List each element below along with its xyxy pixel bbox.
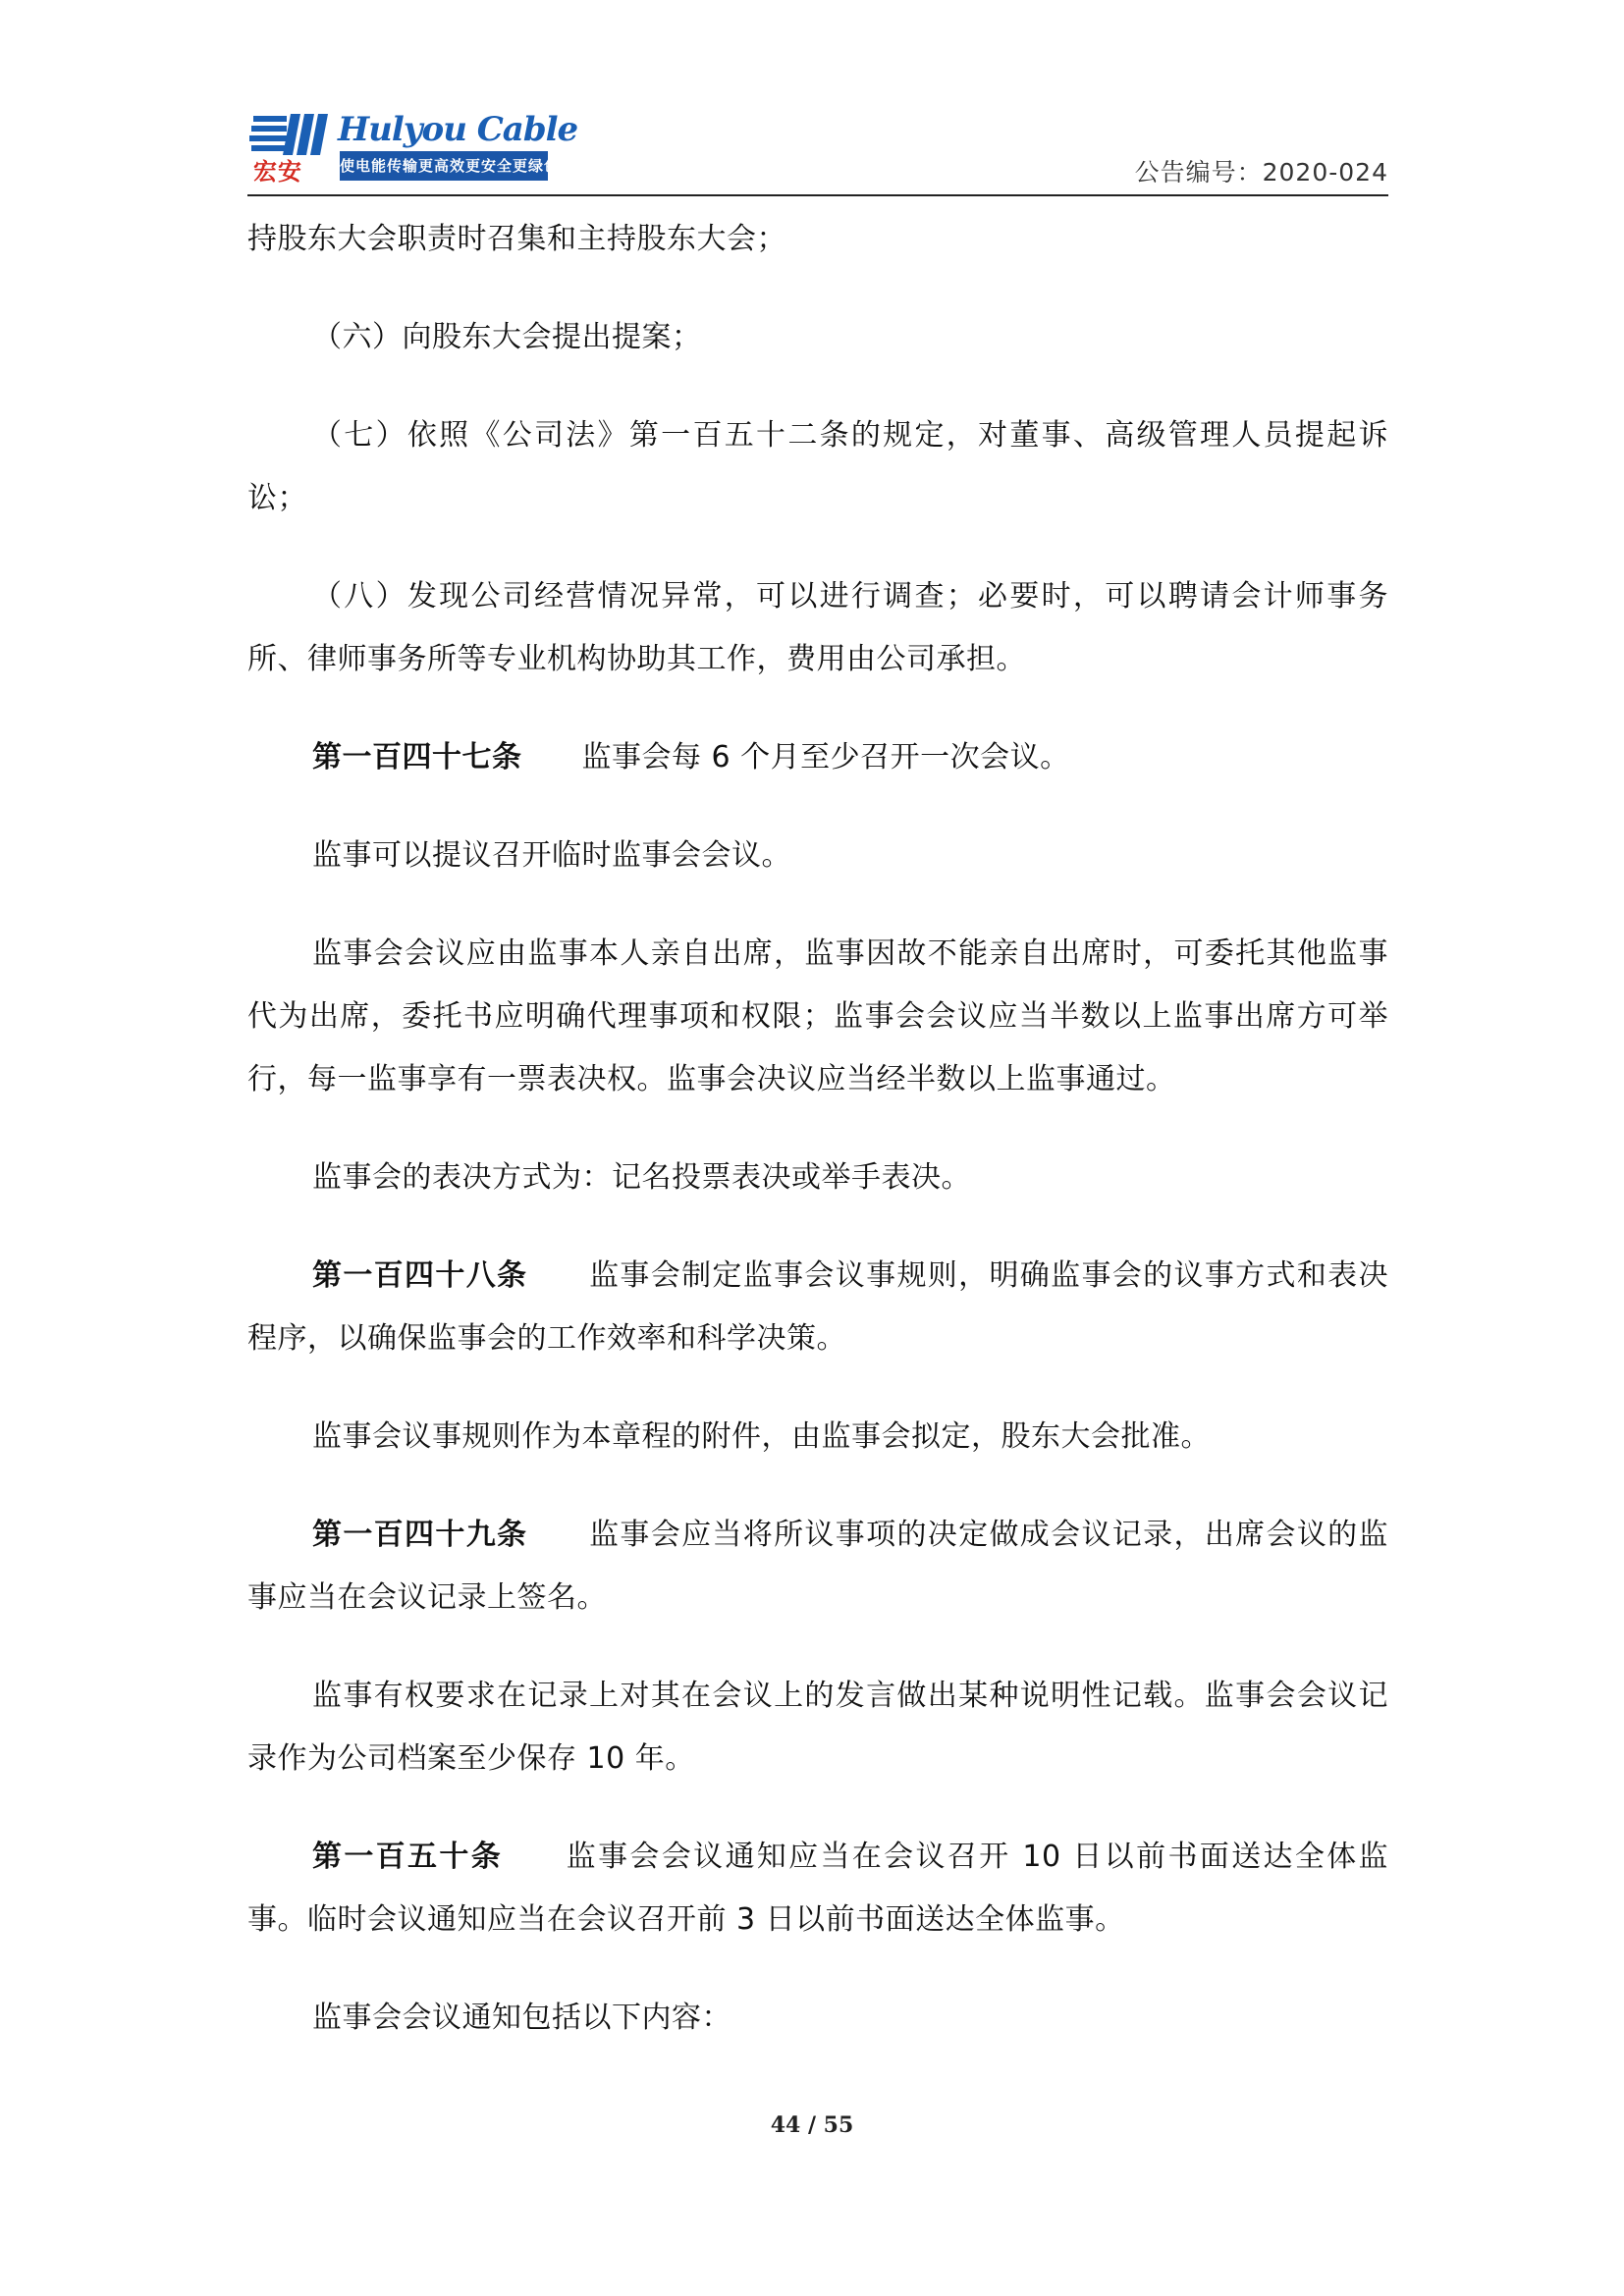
paragraph-text: 持股东大会职责时召集和主持股东大会；	[247, 222, 786, 256]
paragraph	[247, 1406, 1388, 1468]
paragraph-text: 监事会会议应由监事本人亲自出席，监事因故不能亲自出席时，可委托其他监事代为出席，委托书应明确代理事项和权限；监事会会议应当半数以上监事出席方可举行，每一监事享有一票表决权。监事会决议应当经半数以上监事通过。	[247, 936, 1388, 1096]
article-paragraph	[247, 1826, 1388, 1951]
paragraph	[247, 923, 1388, 1111]
paragraph-text: 监事会制定监事会议事规则，明确监事会的议事方式和表决程序，以确保监事会的工作效率和科学决策。	[247, 1258, 1389, 1356]
article-paragraph	[247, 1245, 1388, 1370]
page-number: 44 / 55	[770, 2112, 854, 2138]
paragraph-text: 监事会会议通知应当在会议召开 10 日以前书面送达全体监事。临时会议通知应当在会议召开前 3 日以前书面送达全体监事。	[247, 1840, 1389, 1937]
paragraph-text: 监事会议事规则作为本章程的附件，由监事会拟定，股东大会批准。	[312, 1419, 1211, 1454]
article-paragraph	[247, 1504, 1388, 1629]
paragraph	[247, 1147, 1388, 1209]
announcement-number: 公告编号：2020-024	[1134, 158, 1388, 187]
page-header	[247, 108, 1388, 198]
paragraph	[247, 565, 1388, 691]
company-logo	[247, 108, 578, 187]
article-number: 第一百四十九条	[312, 1518, 528, 1552]
logo-brand-text: Hulyou Cable	[338, 110, 578, 149]
article-paragraph	[247, 726, 1388, 789]
paragraph	[247, 404, 1388, 530]
paragraph-text: 监事可以提议召开临时监事会会议。	[312, 838, 791, 873]
paragraph	[247, 825, 1388, 887]
paragraph	[247, 208, 1388, 271]
logo-chinese-name: 宏安	[253, 158, 302, 186]
paragraph-text: 监事会每 6 个月至少召开一次会议。	[581, 740, 1070, 774]
paragraph-text: 监事有权要求在记录上对其在会议上的发言做出某种说明性记载。监事会会议记录作为公司档案至少保存 10 年。	[247, 1679, 1388, 1776]
header-divider	[247, 194, 1388, 196]
logo-tagline: 使电能传输更高效更安全更绿色	[340, 151, 548, 181]
paragraph	[247, 1987, 1388, 2050]
paragraph-text: 监事会的表决方式为：记名投票表决或举手表决。	[312, 1160, 971, 1195]
document-body	[247, 208, 1388, 2085]
paragraph-text: 监事会会议通知包括以下内容：	[312, 2001, 731, 2035]
paragraph	[247, 306, 1388, 369]
article-number: 第一百四十七条	[312, 740, 522, 774]
paragraph-text: （八）发现公司经营情况异常，可以进行调查；必要时，可以聘请会计师事务所、律师事务所等专业机构协助其工作，费用由公司承担。	[247, 579, 1388, 676]
paragraph	[247, 1665, 1388, 1790]
paragraph-text: （七）依照《公司法》第一百五十二条的规定，对董事、高级管理人员提起诉讼；	[247, 418, 1388, 515]
paragraph-text: 监事会应当将所议事项的决定做成会议记录，出席会议的监事应当在会议记录上签名。	[247, 1518, 1389, 1615]
article-number: 第一百四十八条	[312, 1258, 528, 1293]
paragraph-text: （六）向股东大会提出提案；	[312, 320, 702, 354]
article-number: 第一百五十条	[312, 1840, 504, 1874]
